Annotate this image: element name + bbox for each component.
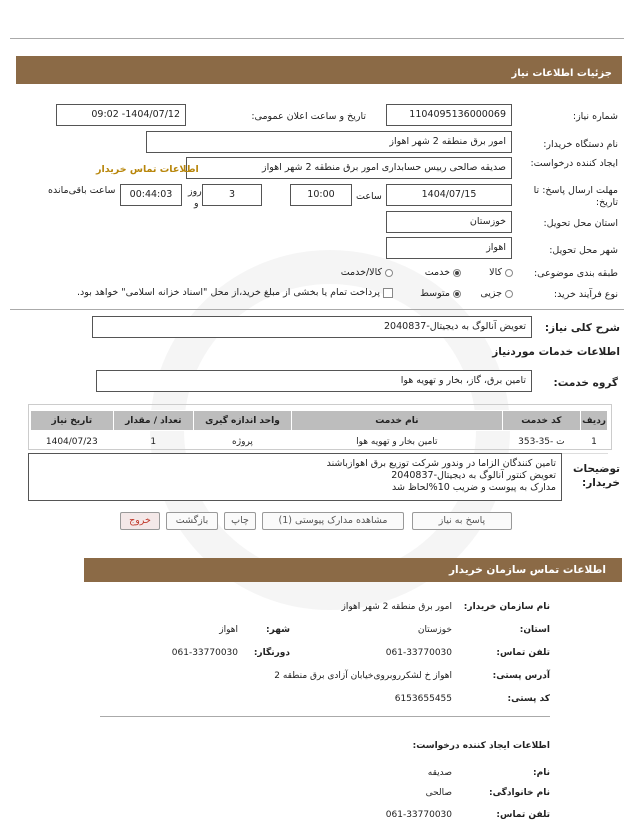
deadline-remaining-label: ساعت باقی‌مانده	[48, 185, 116, 196]
contact-province-label: استان:	[519, 625, 550, 635]
page-title: جزئیات اطلاعات نیاز	[511, 68, 612, 79]
contact-postal-label: کد پستی:	[507, 694, 550, 704]
buyer-org-label: نام دستگاه خریدار:	[543, 139, 618, 150]
deadline-days-field: 3	[202, 184, 262, 206]
cell-quantity: 1	[113, 431, 193, 454]
col-unit: واحد اندازه گیری	[193, 411, 291, 431]
creator-phone-value: 061-33770030	[385, 810, 452, 820]
creator-first-name-value: صدیقه	[427, 768, 452, 778]
contact-fax-label: دورنگار:	[253, 648, 290, 658]
cell-row: 1	[581, 431, 608, 454]
city-field: اهواز	[386, 237, 512, 259]
cell-unit: پروژه	[193, 431, 291, 454]
contact-province-value: خوزستان	[417, 625, 452, 635]
col-need-date: تاریخ نیاز	[31, 411, 114, 431]
category-radio-goods[interactable]	[505, 269, 513, 277]
need-number-field: 1104095136000069	[386, 104, 512, 126]
page-header	[16, 56, 622, 84]
buyer-notes-label: توضیحات خریدار:	[572, 463, 620, 489]
col-service-name: نام خدمت	[292, 411, 503, 431]
contact-org-value: امور برق منطقه 2 شهر اهواز	[341, 602, 452, 612]
purchase-type-label: نوع فرآیند خرید:	[553, 289, 618, 300]
section-divider	[10, 309, 624, 310]
buyer-notes-line-2: تعویض کنتور آنالوگ به دیجیتال-2040837	[391, 470, 556, 481]
deadline-label: مهلت ارسال پاسخ: تا تاریخ:	[533, 185, 618, 208]
buyer-notes-field	[28, 453, 562, 501]
back-button[interactable]: بازگشت	[166, 512, 218, 530]
contact-divider	[100, 716, 550, 717]
contact-address-value: اهواز خ لشکرروبروی‌خیابان آزادی برق منطقه 2	[274, 671, 452, 681]
items-table	[30, 410, 608, 454]
col-quantity: تعداد / مقدار	[113, 411, 193, 431]
services-title: اطلاعات خدمات موردنیاز	[492, 346, 620, 358]
print-button[interactable]: چاپ	[224, 512, 256, 530]
cell-service-name: تامین بخار و تهویه هوا	[292, 431, 503, 454]
contact-section-header	[84, 558, 622, 582]
creator-last-name-label: نام خانوادگی:	[488, 788, 550, 798]
summary-field: تعویض آنالوگ به دیجیتال-2040837	[92, 316, 532, 338]
purchase-radio-minor[interactable]	[505, 290, 513, 298]
creator-label: ایجاد کننده درخواست:	[530, 158, 618, 169]
need-number-label: شماره نیاز:	[572, 111, 618, 122]
creator-first-name-label: نام:	[533, 768, 550, 778]
service-group-field: تامین برق، گاز، بخار و تهویه هوا	[96, 370, 532, 392]
treasury-checkbox[interactable]	[383, 288, 393, 298]
purchase-option-minor[interactable]: جزیی	[480, 288, 516, 299]
contact-city-value: اهواز	[219, 625, 238, 635]
announce-datetime-field: 1404/07/12- 09:02	[56, 104, 186, 126]
top-divider	[10, 38, 624, 39]
deadline-and-text: و	[194, 198, 199, 209]
table-row	[31, 431, 608, 454]
announce-datetime-label: تاریخ و ساعت اعلان عمومی:	[251, 111, 366, 122]
buyer-notes-line-1: تامین کنندگان الزاما در وندور شرکت توزیع برق اهوازباشند	[326, 458, 556, 469]
category-option-both[interactable]: کالا/خدمت	[341, 267, 396, 278]
contact-fax-value: 061-33770030	[171, 648, 238, 658]
buyer-contact-link[interactable]: اطلاعات تماس خریدار	[96, 164, 199, 175]
purchase-radio-medium[interactable]	[453, 290, 461, 298]
deadline-days-label: روز	[188, 186, 202, 197]
buyer-notes-line-3: مدارک به پیوست و ضریب 10%لحاظ شد	[391, 482, 556, 493]
service-group-label: گروه خدمت:	[553, 377, 618, 389]
items-table-header	[31, 411, 608, 431]
city-label: شهر محل تحویل:	[549, 245, 618, 256]
category-label: طبقه بندی موضوعی:	[533, 268, 618, 279]
creator-info-title: اطلاعات ایجاد کننده درخواست:	[412, 741, 550, 751]
creator-phone-label: تلفن تماس:	[496, 810, 550, 820]
deadline-time-label: ساعت	[356, 191, 382, 202]
creator-last-name-value: صالحی	[425, 788, 452, 798]
province-field: خوزستان	[386, 211, 512, 233]
contact-postal-value: 6153655455	[394, 694, 452, 704]
category-option-service[interactable]: خدمت	[425, 267, 464, 278]
category-radio-service[interactable]	[453, 269, 461, 277]
buyer-org-field: امور برق منطقه 2 شهر اهواز	[146, 131, 512, 153]
view-attachments-button[interactable]: مشاهده مدارک پیوستی (1)	[262, 512, 404, 530]
contact-city-label: شهر:	[266, 625, 290, 635]
cell-service-code: ت -35-353	[502, 431, 580, 454]
contact-address-label: آدرس پستی:	[492, 671, 550, 681]
exit-button[interactable]: خروج	[120, 512, 160, 530]
cell-need-date: 1404/07/23	[31, 431, 114, 454]
contact-phone-value: 061-33770030	[385, 648, 452, 658]
col-row: ردیف	[581, 411, 608, 431]
deadline-remaining-field: 00:44:03	[120, 184, 182, 206]
category-option-goods[interactable]: کالا	[489, 267, 516, 278]
province-label: استان محل تحویل:	[543, 218, 618, 229]
treasury-option[interactable]: پرداخت تمام یا بخشی از مبلغ خرید،از محل "اسناد خزانه اسلامی" خواهد بود.	[77, 287, 396, 298]
summary-label: شرح کلی نیاز:	[544, 322, 620, 334]
deadline-date-field: 1404/07/15	[386, 184, 512, 206]
col-service-code: کد خدمت	[502, 411, 580, 431]
creator-field: صدیقه صالحی رییس حسابداری امور برق منطقه 2 شهر اهواز	[186, 157, 512, 179]
purchase-option-medium[interactable]: متوسط	[420, 288, 464, 299]
deadline-time-field: 10:00	[290, 184, 352, 206]
category-radio-both[interactable]	[385, 269, 393, 277]
contact-phone-label: تلفن تماس:	[496, 648, 550, 658]
contact-section-title: اطلاعات تماس سازمان خریدار	[449, 564, 606, 576]
contact-org-label: نام سازمان خریدار:	[463, 602, 550, 612]
reply-button[interactable]: پاسخ به نیاز	[412, 512, 512, 530]
